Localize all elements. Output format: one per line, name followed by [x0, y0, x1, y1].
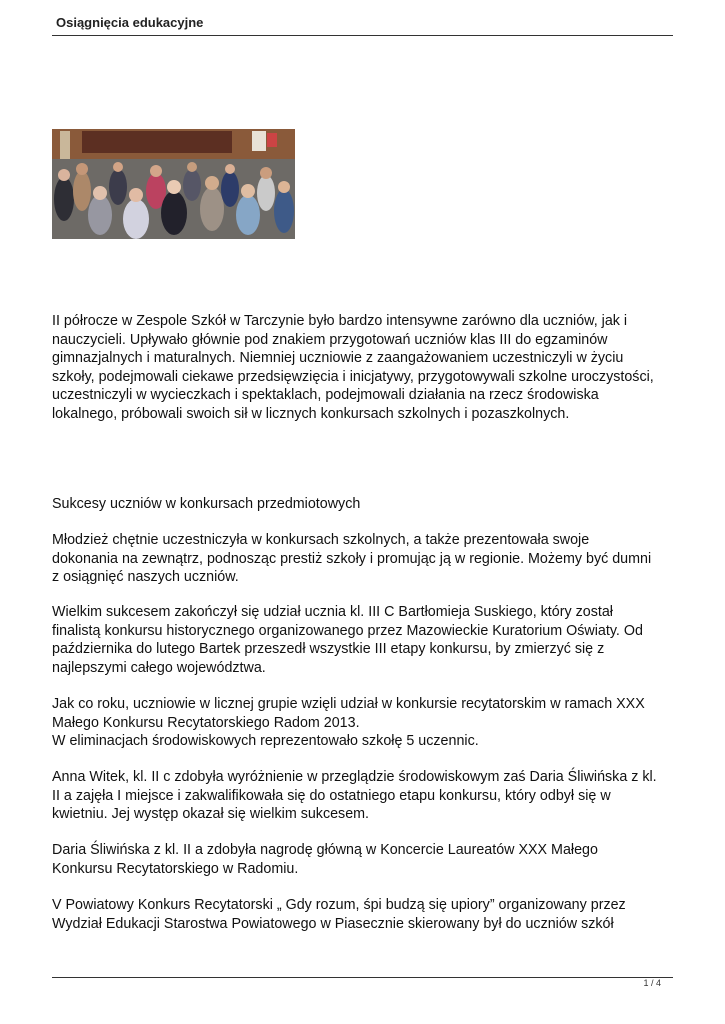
page-number: 1 / 4 — [643, 978, 661, 988]
page-title: Osiągnięcia edukacyjne — [56, 15, 204, 30]
paragraph-awards: Anna Witek, kl. II c zdobyła wyróżnienie w przeglądzie środowiskowym zaś Daria Śliwińska z kl. II a zajęła I miejsce i zakwalifikowała się do ostatniego etapu konkursu, który odbył się w kwietniu. Jej występ okazał się wielkim sukcesem. — [52, 769, 657, 823]
paragraph-youth-participation: Młodzież chętnie uczestniczyła w konkursach szkolnych, a także prezentowała swoje dokonania na zewnątrz, podnosząc prestiż szkoły i promując ją w regionie. Możemy być dumni z osiągnięć naszych uczniów. — [52, 532, 652, 586]
section-heading: Sukcesy uczniów w konkursach przedmiotowych — [52, 496, 361, 512]
intro-paragraph: II półrocze w Zespole Szkół w Tarczynie było bardzo intensywne zarówno dla uczniów, jak i nauczycieli. Upływało głównie pod znakiem przygotowań uczniów klas III do egzaminów gimnazjalnych i maturalnych. Niemniej uczniowie z zaangażowaniem uczestniczyli w życiu szkoły, podejmowali ciekawe przedsięwzięcia i inicjatywy, przygotowywali szkolne uroczystości, uczestniczyli w wycieczkach i spektaklach, podejmowali działania na rzecz środowiska lokalnego, próbowali swoich sił w licznych konkursach szkolnych i pozaszkolnych. — [52, 313, 654, 422]
paragraph-recitation-contest: Jak co roku, uczniowie w licznej grupie wzięli udział w konkursie recytatorskim w ramach XXX Małego Konkursu Recytatorskiego Radom 2013. W eliminacjach środowiskowych reprezentowało szkołę 5 uczennic. — [52, 696, 645, 750]
header-divider — [52, 35, 673, 36]
event-photo — [52, 129, 295, 239]
crowd-photo-illustration — [52, 129, 295, 239]
paragraph-county-contest: V Powiatowy Konkurs Recytatorski „ Gdy rozum, śpi budzą się upiory” organizowany przez Wydział Edukacji Starostwa Powiatowego w Piasecznie skierowany był do uczniów szkół — [52, 897, 626, 932]
paragraph-history-contest: Wielkim sukcesem zakończył się udział ucznia kl. III C Bartłomieja Suskiego, który został finalistą konkursu historycznego organizowanego przez Mazowieckie Kuratorium Oświaty. Od października do lutego Bartek przeszedł wszystkie III etapy konkursu, by zmierzyć się z najlepszymi całego województwa. — [52, 604, 643, 676]
footer-divider — [52, 977, 673, 978]
paragraph-main-prize: Daria Śliwińska z kl. II a zdobyła nagrodę główną w Koncercie Laureatów XXX Małego Konkursu Recytatorskiego w Radomiu. — [52, 842, 598, 877]
